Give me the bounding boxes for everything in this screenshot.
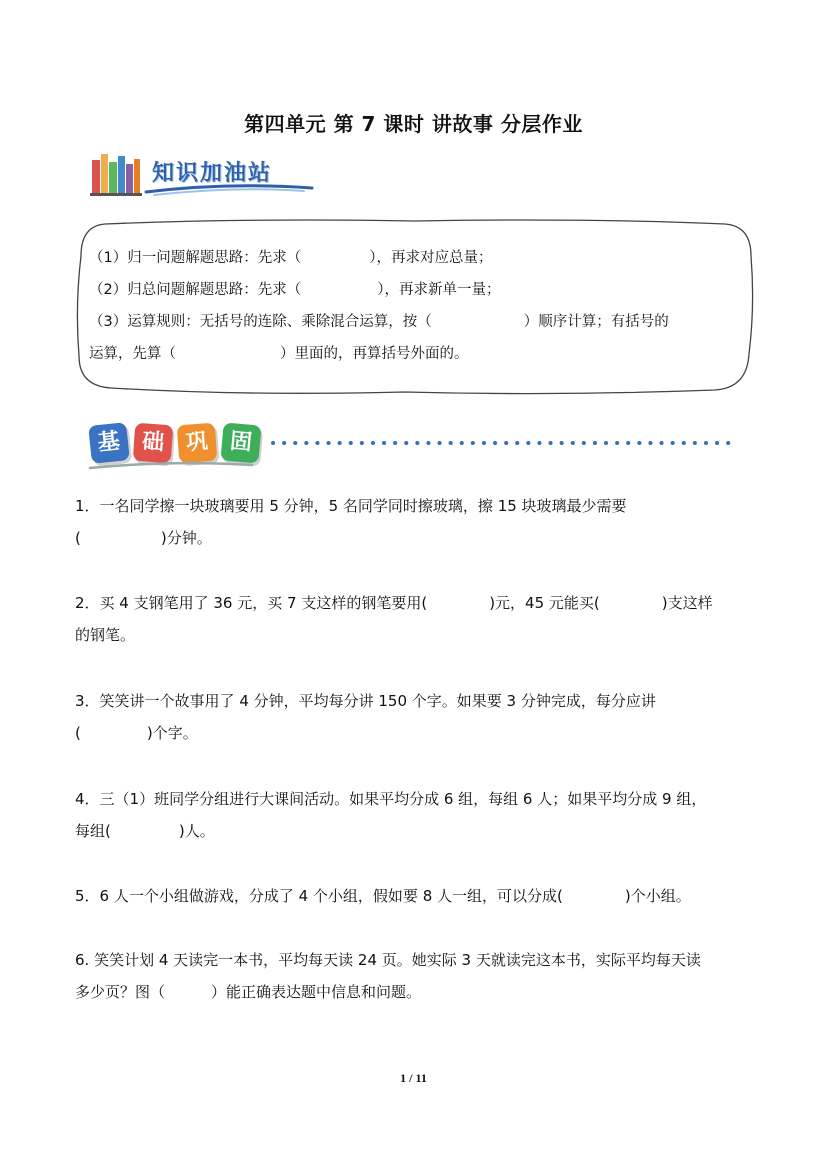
books-icon xyxy=(90,150,142,196)
question-2: 2．买 4 支钢笔用了 36 元，买 7 支这样的钢笔要用( )元，45 元能买( )支这样 的钢笔。 xyxy=(75,594,713,644)
knowledge-line-1: （1）归一问题解题思路：先求（ ），再求对应总量； xyxy=(89,250,493,266)
banner-tile-1: 基 xyxy=(88,422,130,464)
knowledge-line-2: （2）归总问题解题思路：先求（ ），再求新单一量； xyxy=(89,282,501,298)
question-1: 1．一名同学擦一块玻璃要用 5 分钟，5 名同学同时擦玻璃，擦 15 块玻璃最少需要 ( )分钟。 xyxy=(75,497,627,547)
question-6: 6. 笑笑计划 4 天读完一本书，平均每天读 24 页。她实际 3 天就读完这本书，实际平均每天读 多少页？图（ ）能正确表达题中信息和问题。 xyxy=(75,951,701,1001)
knowledge-line-4: 运算，先算（ ）里面的，再算括号外面的。 xyxy=(89,346,469,362)
page-title: 第四单元 第 7 课时 讲故事 分层作业 xyxy=(244,112,583,136)
question-3: 3．笑笑讲一个故事用了 4 分钟，平均每分讲 150 个字。如果要 3 分钟完成，每分应讲 ( )个字。 xyxy=(75,692,656,742)
banner-tile-2: 础 xyxy=(133,423,174,464)
basic-practice-banner xyxy=(86,418,746,476)
page-number: 1 / 11 xyxy=(400,1071,427,1085)
knowledge-line-3: （3）运算规则：无括号的连除、乘除混合运算，按（ ）顺序计算；有括号的 xyxy=(89,314,669,330)
banner-tile-4: 固 xyxy=(220,422,261,463)
knowledge-banner xyxy=(86,148,316,200)
question-4: 4．三（1）班同学分组进行大课间活动。如果平均分成 6 组，每组 6 人；如果平均分成 9 组， 每组( )人。 xyxy=(75,790,707,840)
banner-tile-3: 巩 xyxy=(177,423,218,464)
banner-swoosh xyxy=(144,182,314,196)
banner-swoosh-2 xyxy=(86,460,256,472)
knowledge-banner-label: 知识加油站 xyxy=(152,161,273,186)
dotted-line xyxy=(270,440,740,446)
question-5: 5．6 人一个小组做游戏，分成了 4 个小组，假如要 8 人一组，可以分成( )个小组。 xyxy=(75,887,691,905)
knowledge-cloud-box xyxy=(75,216,755,396)
